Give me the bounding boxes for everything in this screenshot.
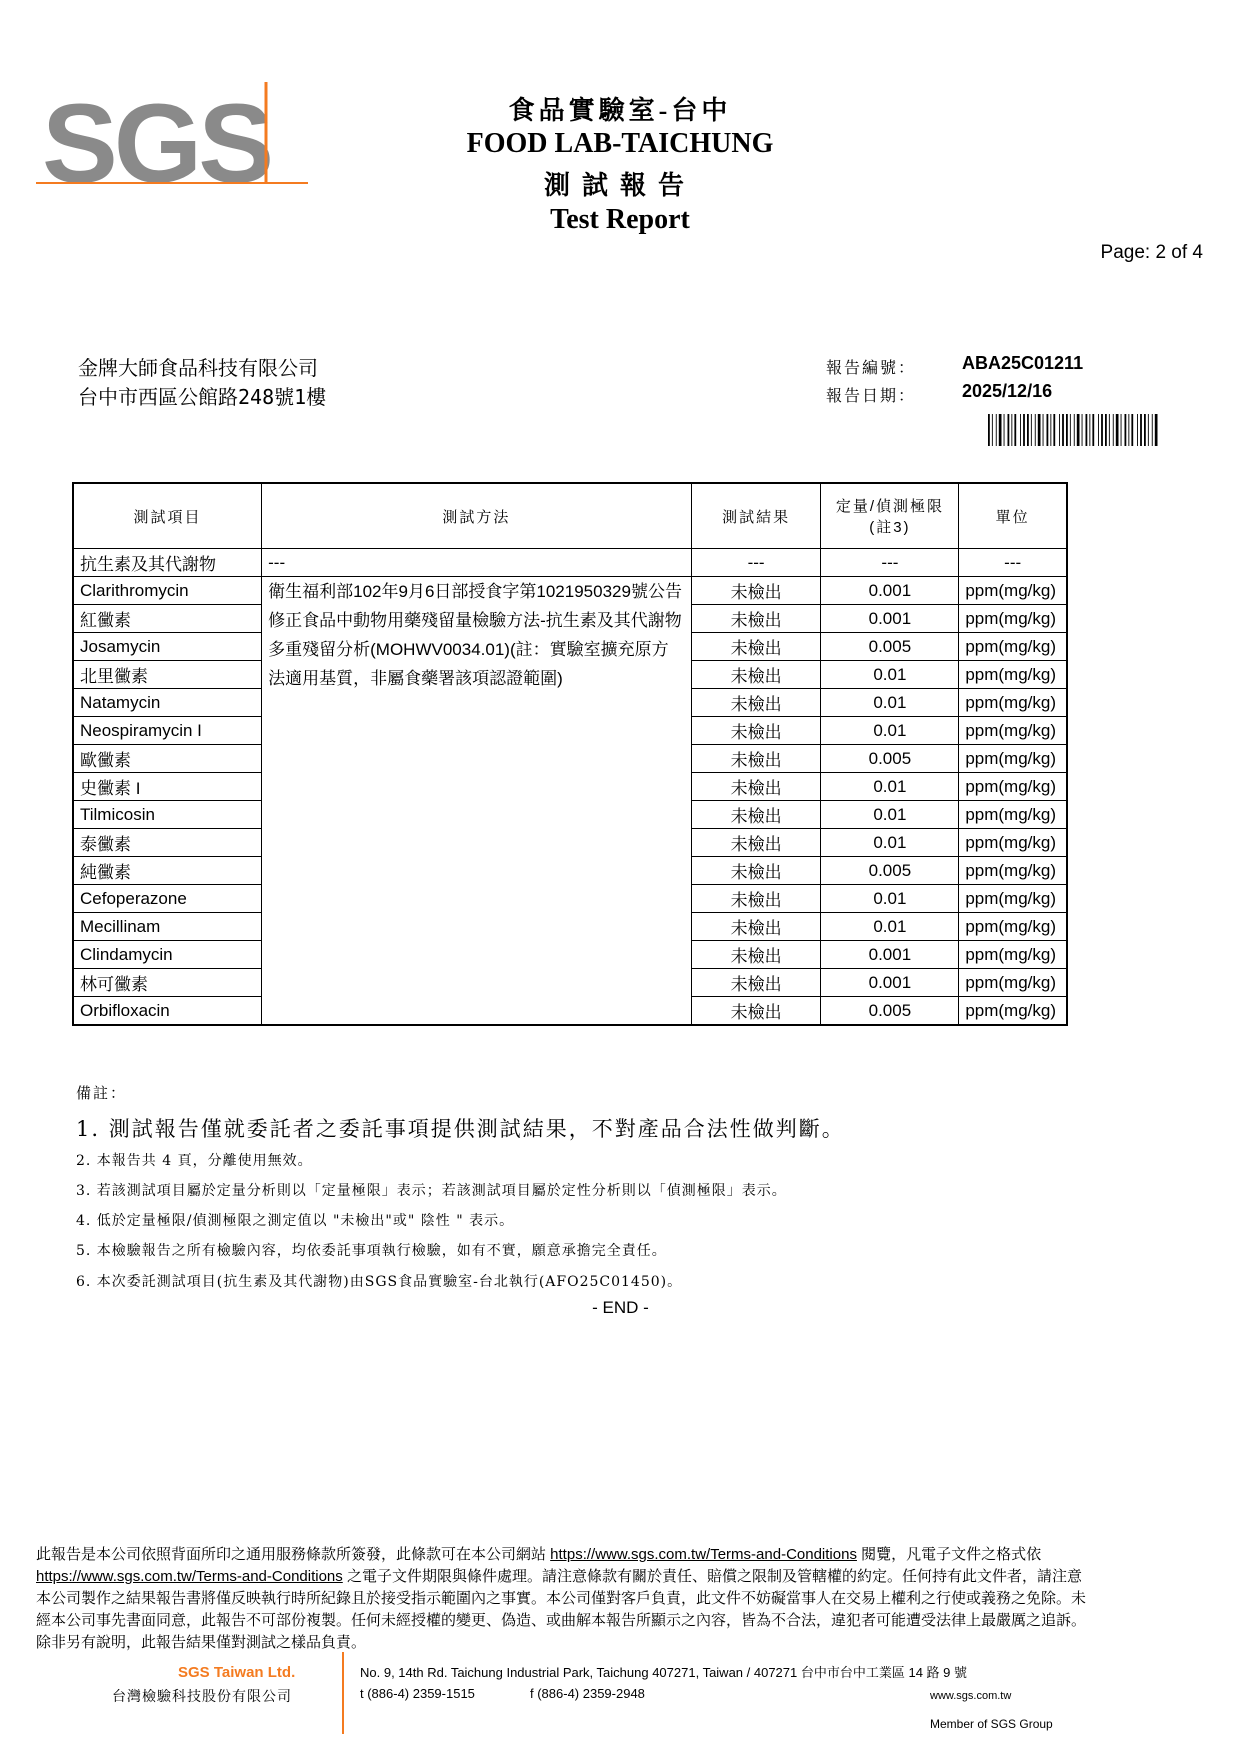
test-item: Natamycin: [73, 689, 262, 717]
test-limit: 0.005: [821, 633, 959, 661]
test-limit: 0.001: [821, 969, 959, 997]
barcode-bar: [1020, 414, 1021, 446]
test-unit: ppm(mg/kg): [959, 661, 1067, 689]
test-item: Tilmicosin: [73, 801, 262, 829]
disclaimer-text: 閱覽，凡電子文件之格式依: [856, 1546, 1042, 1563]
test-result: 未檢出: [691, 717, 821, 745]
client-name: 金牌大師食品科技有限公司: [78, 356, 318, 380]
test-result: 未檢出: [691, 997, 821, 1026]
table-row-group: [73, 549, 1067, 577]
lab-name-zh: 食品實驗室-台中: [508, 96, 732, 125]
test-result: 未檢出: [691, 689, 821, 717]
disclaimer-line-5: 除非另有說明，此報告結果僅對測試之樣品負責。: [36, 1634, 367, 1651]
test-limit: 0.005: [821, 857, 959, 885]
barcode-bar: [1131, 414, 1133, 446]
barcode-bar: [1098, 414, 1099, 446]
test-limit: 0.005: [821, 745, 959, 773]
test-limit: 0.01: [821, 717, 959, 745]
test-method: 衛生福利部102年9月6日部授食字第1021950329號公告修正食品中動物用藥殘留量檢驗方法-抗生素及其代謝物多重殘留分析(MOHWV0034.01)(註：實驗室擴充原方法適用基質，非屬食藥署該項認證範圍): [262, 577, 692, 1026]
barcode-bar: [1031, 414, 1032, 446]
footer-website[interactable]: www.sgs.com.tw: [930, 1690, 1012, 1702]
test-result: 未檢出: [691, 605, 821, 633]
test-limit: 0.01: [821, 913, 959, 941]
test-limit: 0.01: [821, 689, 959, 717]
test-limit: 0.01: [821, 661, 959, 689]
footer-divider: [342, 1652, 344, 1734]
footer-member: Member of SGS Group: [930, 1717, 1053, 1731]
barcode-bar: [1047, 414, 1049, 446]
notes-title: 備註：: [76, 1085, 128, 1102]
barcode-bar: [1092, 414, 1094, 446]
barcode-bar: [1077, 414, 1080, 446]
barcode-bar: [1043, 414, 1044, 446]
barcode-bar: [1101, 414, 1103, 446]
note-3: 3. 若該測試項目屬於定量分析則以「定量極限」表示；若該測試項目屬於定性分析則以「偵測極限」表示。: [76, 1183, 787, 1199]
test-limit: 0.001: [821, 605, 959, 633]
report-number-label: 報告編號：: [826, 360, 917, 377]
header-limit: 定量/偵測極限(註3): [821, 483, 959, 549]
barcode-bar: [1011, 414, 1012, 446]
test-item: 史黴素 I: [73, 773, 262, 801]
report-title-en: Test Report: [550, 204, 690, 235]
test-result: 未檢出: [691, 969, 821, 997]
test-unit: ppm(mg/kg): [959, 633, 1067, 661]
test-unit: ppm(mg/kg): [959, 577, 1067, 605]
test-unit: ppm(mg/kg): [959, 969, 1067, 997]
page-number: Page: 2 of 4: [1100, 242, 1203, 263]
barcode-bar: [992, 414, 993, 446]
disclaimer: [36, 1544, 1206, 1654]
test-unit: ppm(mg/kg): [959, 801, 1067, 829]
header-result: 測試結果: [691, 483, 821, 549]
terms-link[interactable]: https://www.sgs.com.tw/Terms-and-Conditions: [36, 1568, 343, 1585]
header-method: 測試方法: [262, 483, 692, 549]
test-item: 紅黴素: [73, 605, 262, 633]
test-item: Mecillinam: [73, 913, 262, 941]
test-item: 歐黴素: [73, 745, 262, 773]
barcode-bar: [1144, 414, 1146, 446]
barcode-bar: [1038, 414, 1041, 446]
group-unit: ---: [959, 549, 1067, 577]
barcode-bar: [1027, 414, 1029, 446]
test-unit: ppm(mg/kg): [959, 857, 1067, 885]
disclaimer-text: 此報告是本公司依照背面所印之通用服務條款所簽發，此條款可在本公司網站: [36, 1546, 551, 1563]
barcode-bar: [1105, 414, 1107, 446]
lab-name-en: FOOD LAB-TAICHUNG: [466, 128, 774, 159]
client-address: 台中市西區公館路248號1樓: [78, 385, 327, 409]
barcode-bar: [1074, 414, 1075, 446]
group-method: ---: [262, 549, 692, 577]
barcode-bar: [988, 414, 990, 446]
footer-address: No. 9, 14th Rd. Taichung Industrial Park, Taichung 407271, Taiwan / 407271 台中市台中工業區 14 路 9 號: [360, 1665, 967, 1680]
test-item: Cefoperazone: [73, 885, 262, 913]
barcode-bar: [1008, 414, 1010, 446]
test-unit: ppm(mg/kg): [959, 605, 1067, 633]
report-date: 2025/12/16: [962, 381, 1053, 401]
test-item: 純黴素: [73, 857, 262, 885]
barcode-bar: [1082, 414, 1083, 446]
terms-link[interactable]: https://www.sgs.com.tw/Terms-and-Conditions: [550, 1546, 857, 1563]
test-limit: 0.01: [821, 801, 959, 829]
test-item: 北里黴素: [73, 661, 262, 689]
report-date-label: 報告日期：: [826, 388, 917, 405]
test-result: 未檢出: [691, 913, 821, 941]
barcode-bar: [1125, 414, 1127, 446]
disclaimer-line-4: 經本公司事先書面同意，此報告不可部份複製。任何未經授權的變更、偽造、或曲解本報告所顯示之內容，皆為不合法，違犯者可能遭受法律上最嚴厲之追訴。: [36, 1612, 1087, 1629]
test-unit: ppm(mg/kg): [959, 773, 1067, 801]
barcode-bar: [996, 414, 997, 446]
test-item: 泰黴素: [73, 829, 262, 857]
note-2: 2. 本報告共 4 頁，分離使用無效。: [76, 1153, 313, 1169]
note-5: 5. 本檢驗報告之所有檢驗內容，均依委託事項執行檢驗，如有不實，願意承擔完全責任。: [76, 1243, 667, 1259]
test-unit: ppm(mg/kg): [959, 997, 1067, 1026]
disclaimer-line-2: [36, 1566, 1206, 1588]
header-unit: 單位: [959, 483, 1067, 549]
footer-phone: t (886-4) 2359-1515: [360, 1686, 475, 1701]
footer-company-en: SGS Taiwan Ltd.: [178, 1664, 296, 1681]
table-header-row: [73, 483, 1067, 549]
barcode-bar: [1086, 414, 1088, 446]
footer-company-zh: 台灣檢驗科技股份有限公司: [112, 1688, 292, 1704]
sgs-logo: [36, 82, 308, 192]
test-item: 林可黴素: [73, 969, 262, 997]
note-4: 4. 低於定量極限/偵測極限之測定值以 "未檢出"或" 陰性 " 表示。: [76, 1213, 515, 1229]
report-title-zh: 測試報告: [543, 171, 696, 200]
table-row: [73, 577, 1067, 605]
test-result: 未檢出: [691, 885, 821, 913]
test-unit: ppm(mg/kg): [959, 829, 1067, 857]
test-item: Orbifloxacin: [73, 997, 262, 1026]
disclaimer-text: 之電子文件期限與條件處理。請注意條款有關於責任、賠償之限制及管轄權的約定。任何持有此文件者，請注意: [342, 1568, 1082, 1585]
test-item: Clarithromycin: [73, 577, 262, 605]
test-result: 未檢出: [691, 661, 821, 689]
barcode-bar: [1113, 414, 1114, 446]
barcode-bar: [1050, 414, 1051, 446]
barcode-bar: [1089, 414, 1090, 446]
barcode-bar: [1121, 414, 1122, 446]
svg-text:SGS: SGS: [42, 82, 271, 192]
barcode-bar: [1014, 414, 1016, 446]
note-6: 6. 本次委託測試項目(抗生素及其代謝物)由SGS食品實驗室-台北執行(AFO25C01450)。: [76, 1274, 683, 1290]
test-result: 未檢出: [691, 829, 821, 857]
test-result: 未檢出: [691, 857, 821, 885]
barcode-bar: [1109, 414, 1110, 446]
disclaimer-line-3: 本公司製作之結果報告書將僅反映執行時所紀錄且於接受指示範圍內之事實。本公司僅對客戶負責，此文件不妨礙當事人在交易上權利之行使或義務之免除。未: [36, 1590, 1087, 1607]
test-unit: ppm(mg/kg): [959, 885, 1067, 913]
test-limit: 0.01: [821, 829, 959, 857]
note-1: 1. 測試報告僅就委託者之委託事項提供測試結果，不對產品合法性做判斷。: [76, 1117, 845, 1141]
group-result: ---: [691, 549, 821, 577]
test-result: 未檢出: [691, 941, 821, 969]
test-unit: ppm(mg/kg): [959, 745, 1067, 773]
barcode: [988, 414, 1158, 446]
footer-fax: f (886-4) 2359-2948: [530, 1686, 645, 1701]
barcode-bar: [1004, 414, 1005, 446]
test-result: 未檢出: [691, 745, 821, 773]
barcode-bar: [999, 414, 1002, 446]
test-unit: ppm(mg/kg): [959, 941, 1067, 969]
test-item: Josamycin: [73, 633, 262, 661]
barcode-bar: [1062, 414, 1064, 446]
results-table: [72, 482, 1068, 1026]
group-item: 抗生素及其代謝物: [73, 549, 262, 577]
end-marker: - END -: [592, 1298, 649, 1317]
test-result: 未檢出: [691, 773, 821, 801]
test-limit: 0.01: [821, 773, 959, 801]
test-result: 未檢出: [691, 801, 821, 829]
test-limit: 0.01: [821, 885, 959, 913]
test-limit: 0.001: [821, 577, 959, 605]
barcode-bar: [1053, 414, 1055, 446]
barcode-bar: [1059, 414, 1060, 446]
barcode-bar: [1128, 414, 1129, 446]
test-item: Clindamycin: [73, 941, 262, 969]
test-unit: ppm(mg/kg): [959, 689, 1067, 717]
test-unit: ppm(mg/kg): [959, 913, 1067, 941]
barcode-bar: [1066, 414, 1068, 446]
report-number: ABA25C01211: [962, 353, 1084, 373]
barcode-bar: [1023, 414, 1025, 446]
test-result: 未檢出: [691, 577, 821, 605]
barcode-bar: [1070, 414, 1071, 446]
barcode-bar: [1155, 414, 1158, 446]
test-limit: 0.001: [821, 941, 959, 969]
barcode-bar: [1137, 414, 1138, 446]
header-item: 測試項目: [73, 483, 262, 549]
test-unit: ppm(mg/kg): [959, 717, 1067, 745]
group-limit: ---: [821, 549, 959, 577]
barcode-bar: [1035, 414, 1036, 446]
barcode-bar: [1116, 414, 1119, 446]
test-limit: 0.005: [821, 997, 959, 1026]
barcode-bar: [1148, 414, 1149, 446]
barcode-bar: [1152, 414, 1153, 446]
test-result: 未檢出: [691, 633, 821, 661]
disclaimer-line-1: [36, 1544, 1206, 1566]
test-item: Neospiramycin I: [73, 717, 262, 745]
barcode-bar: [1140, 414, 1142, 446]
